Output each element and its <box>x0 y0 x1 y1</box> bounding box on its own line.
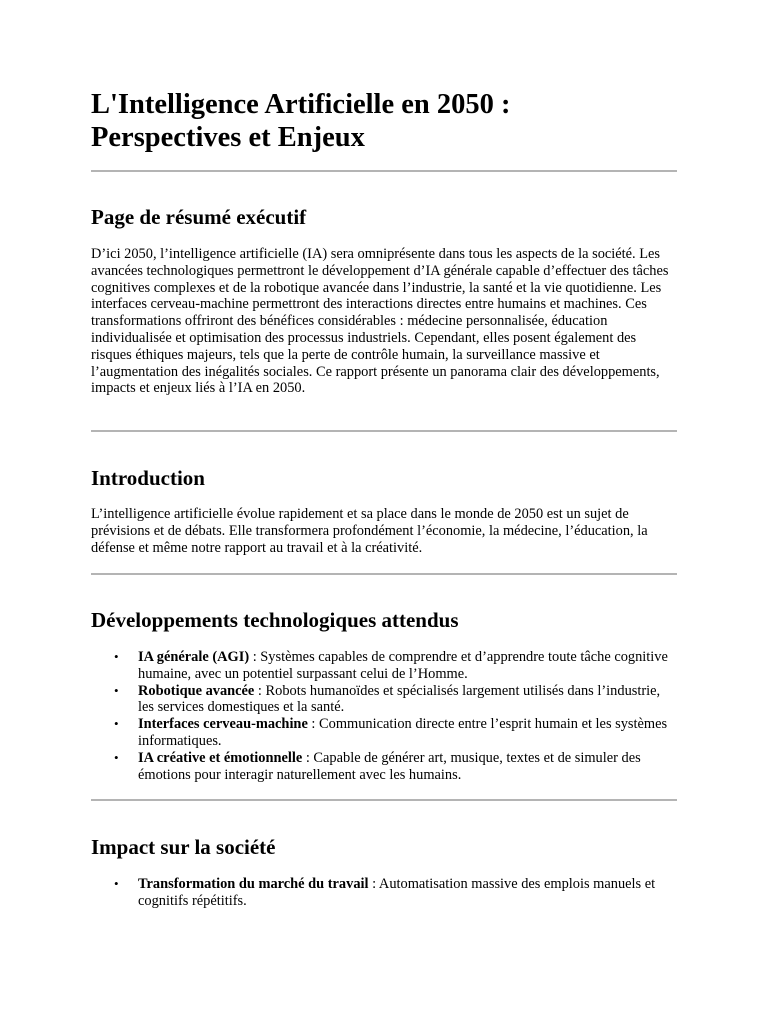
divider <box>91 573 677 575</box>
item-term: IA générale (AGI) <box>138 649 250 665</box>
item-term: IA créative et émotionnelle <box>138 749 303 766</box>
introduction-heading: Introduction <box>91 466 205 490</box>
item-text: : Communication directe entre l’esprit humain et les systèmes informatiques. <box>138 716 668 749</box>
item-term: Transformation du marché du travail <box>138 876 369 892</box>
developments-heading: Développements technologiques attendus <box>91 608 459 632</box>
impact-heading: Impact sur la société <box>91 835 276 859</box>
item-term: Interfaces cerveau-machine <box>138 716 308 733</box>
item-term: Robotique avancée <box>138 682 255 699</box>
summary-heading: Page de résumé exécutif <box>91 205 307 229</box>
bullet-icon: • <box>114 649 119 664</box>
title-line-1: L'Intelligence Artificielle en 2050 : <box>91 89 511 120</box>
divider <box>91 799 677 801</box>
list-item <box>91 716 677 750</box>
bullet-icon: • <box>114 749 119 765</box>
impact-list <box>91 876 677 910</box>
list-item <box>91 649 677 683</box>
bullet-icon: • <box>114 682 119 698</box>
item-text: : Systèmes capables de comprendre et d’apprendre toute tâche cognitive humaine, avec un potentiel surpassant celui de l’Homme. <box>138 649 668 682</box>
introduction-paragraph: L’intelligence artificielle évolue rapidement et sa place dans le monde de 2050 est un sujet de prévisions et de débats. Elle transformera profondément l’économie, la médecine, l’éducation, la défense et même notre rapport au travail et à la créativité. <box>91 506 648 556</box>
bullet-icon: • <box>114 876 119 891</box>
bullet-icon: • <box>114 716 119 732</box>
item-text: : Capable de générer art, musique, textes et de simuler des émotions pour interagir naturellement avec les humains. <box>138 749 641 783</box>
item-text: : Robots humanoïdes et spécialisés largement utilisés dans l’industrie, les services domestiques et la santé. <box>138 682 661 716</box>
summary-paragraph: D’ici 2050, l’intelligence artificielle (IA) sera omniprésente dans tous les aspects de la société. Les avancées technologiques permettront le développement d’IA générale capable d’effectuer des tâches cognitives complexes et de la robotique avancée dans l’industrie, la santé et la vie quotidienne. Les interfaces cerveau-machine permettront des interactions directes entre humains et machines. Ces transformations offriront des bénéfices considérables : médecine personnalisée, éducation individualisée et optimisation des processus industriels. Cependant, elles posent également des risques éthiques majeurs, tels que la perte de contrôle humain, la surveillance massive et l’augmentation des inégalités sociales. Ce rapport présente un panorama clair des développements, impacts et enjeux liés à l’IA en 2050. <box>91 246 669 397</box>
title-line-2: Perspectives et Enjeux <box>91 122 365 153</box>
list-item <box>91 750 677 784</box>
document-title <box>91 88 677 154</box>
divider <box>91 430 677 432</box>
divider <box>91 170 677 172</box>
list-item <box>91 876 677 910</box>
list-item <box>91 683 677 717</box>
item-text: : Automatisation massive des emplois manuels et cognitifs répétitifs. <box>138 876 656 909</box>
developments-list <box>91 649 677 783</box>
